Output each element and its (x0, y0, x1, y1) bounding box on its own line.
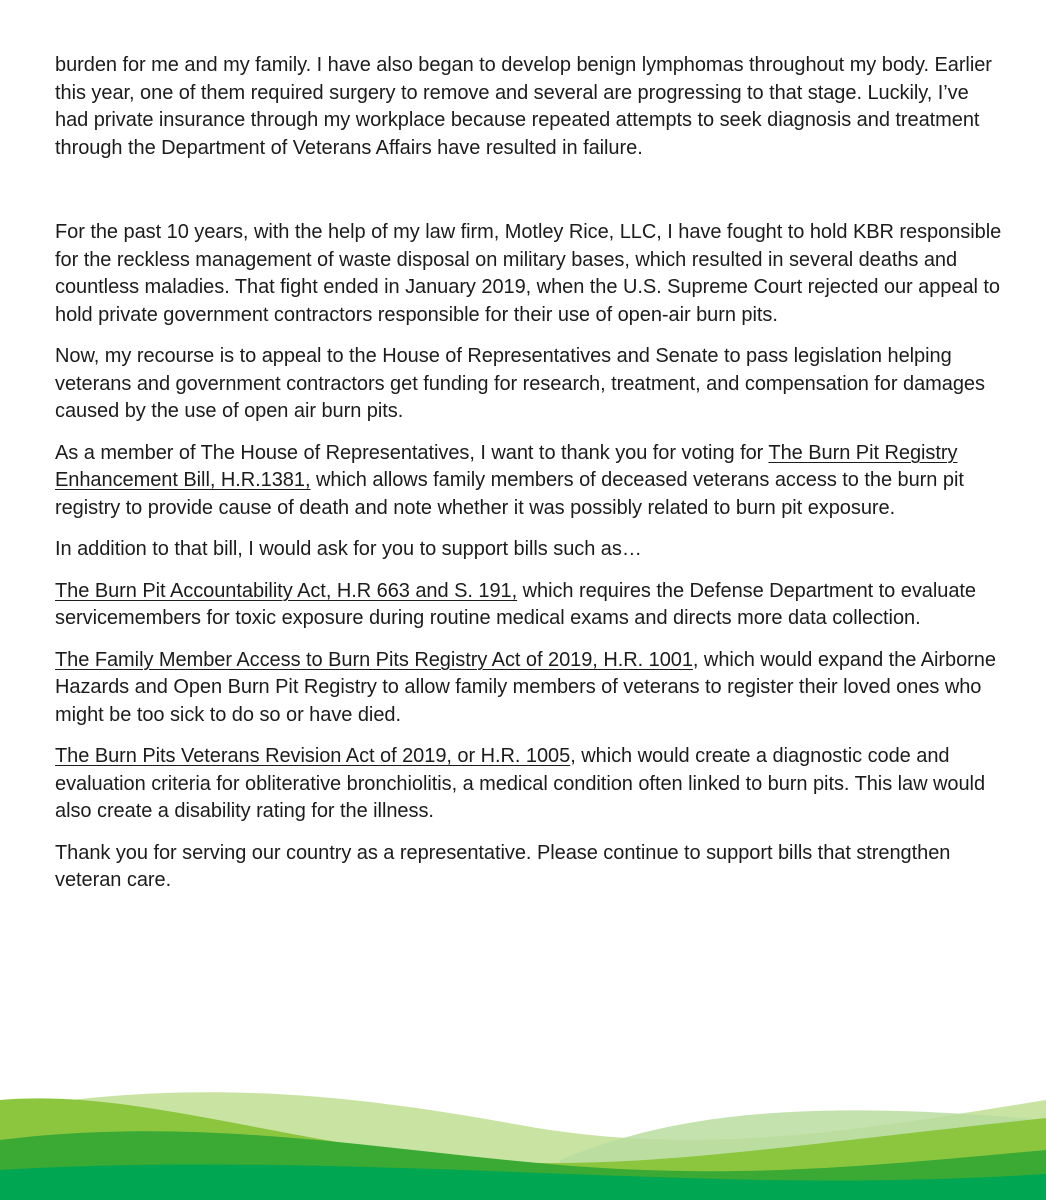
paragraph-text: Now, my recourse is to appeal to the House of Representatives and Senate to pass legislation helping veterans and government contractors get funding for research, treatment, and compensation for damages caused by the use of open air burn pits. (55, 345, 985, 422)
paragraph-text-after: which allows family members of deceased veterans access to the burn pit registry to provide cause of death and note whether it was possibly related to burn pit exposure. (55, 469, 964, 519)
paragraph-legal-fight (55, 219, 1005, 329)
paragraph-closing (55, 840, 1005, 895)
bill-link-hr1381[interactable]: The Burn Pit Registry Enhancement Bill, H.R.1381, (55, 441, 958, 491)
bill-link-hr1001[interactable]: The Family Member Access to Burn Pits Registry Act of 2019, H.R. 1001 (55, 648, 693, 671)
paragraph-text: Thank you for serving our country as a representative. Please continue to support bills that strengthen veteran care. (55, 841, 951, 891)
paragraph-bill-hr663 (55, 578, 1005, 633)
paragraph-bill-hr1001 (55, 647, 1005, 730)
paragraph-text-after: , which would create a diagnostic code and evaluation criteria for obliterative bronchiolitis, a medical condition often linked to burn pits. This law would also create a disability rating for the illness. (55, 745, 986, 822)
paragraph-recourse (55, 343, 1005, 426)
bill-link-hr1005[interactable]: The Burn Pits Veterans Revision Act of 2019, or H.R. 1005 (55, 745, 571, 767)
paragraph-text-after: which requires the Defense Department to evaluate servicemembers for toxic exposure during routine medical exams and directs more data collection. (55, 579, 976, 629)
bill-link-hr663[interactable]: The Burn Pit Accountability Act, H.R 663 and S. 191, (55, 579, 518, 602)
paragraph-thanks-hr1381 (55, 440, 1005, 523)
paragraph-support-intro (55, 536, 1005, 564)
green-wave-footer (0, 1070, 1046, 1200)
paragraph-text: For the past 10 years, with the help of my law firm, Motley Rice, LLC, I have fought to hold KBR responsible for the reckless management of waste disposal on military bases, which resulted in several deaths and countless maladies. That fight ended in January 2019, when the U.S. Supreme Court rejected our appeal to hold private government contractors responsible for their use of open-air burn pits. (55, 221, 1002, 326)
letter-body (55, 52, 1005, 909)
paragraph-text-before: As a member of The House of Representatives, I want to thank you for voting for (55, 441, 769, 464)
paragraph-text: burden for me and my family. I have also began to develop benign lymphomas throughout my body. Earlier this year, one of them required surgery to remove and several are progressing to that stage. Luckily, I’ve had private insurance through my workplace because repeated attempts to seek diagnosis and treatment through the Department of Veterans Affairs have resulted in failure. (55, 54, 992, 159)
paragraph-text-after: , which would expand the Airborne Hazards and Open Burn Pit Registry to allow family members of veterans to register their loved ones who might be too sick to do so or have died. (55, 648, 996, 726)
paragraph-bill-hr1005 (55, 743, 1005, 826)
paragraph-text: In addition to that bill, I would ask for you to support bills such as… (55, 538, 642, 560)
paragraph-health-burden (55, 52, 1005, 162)
